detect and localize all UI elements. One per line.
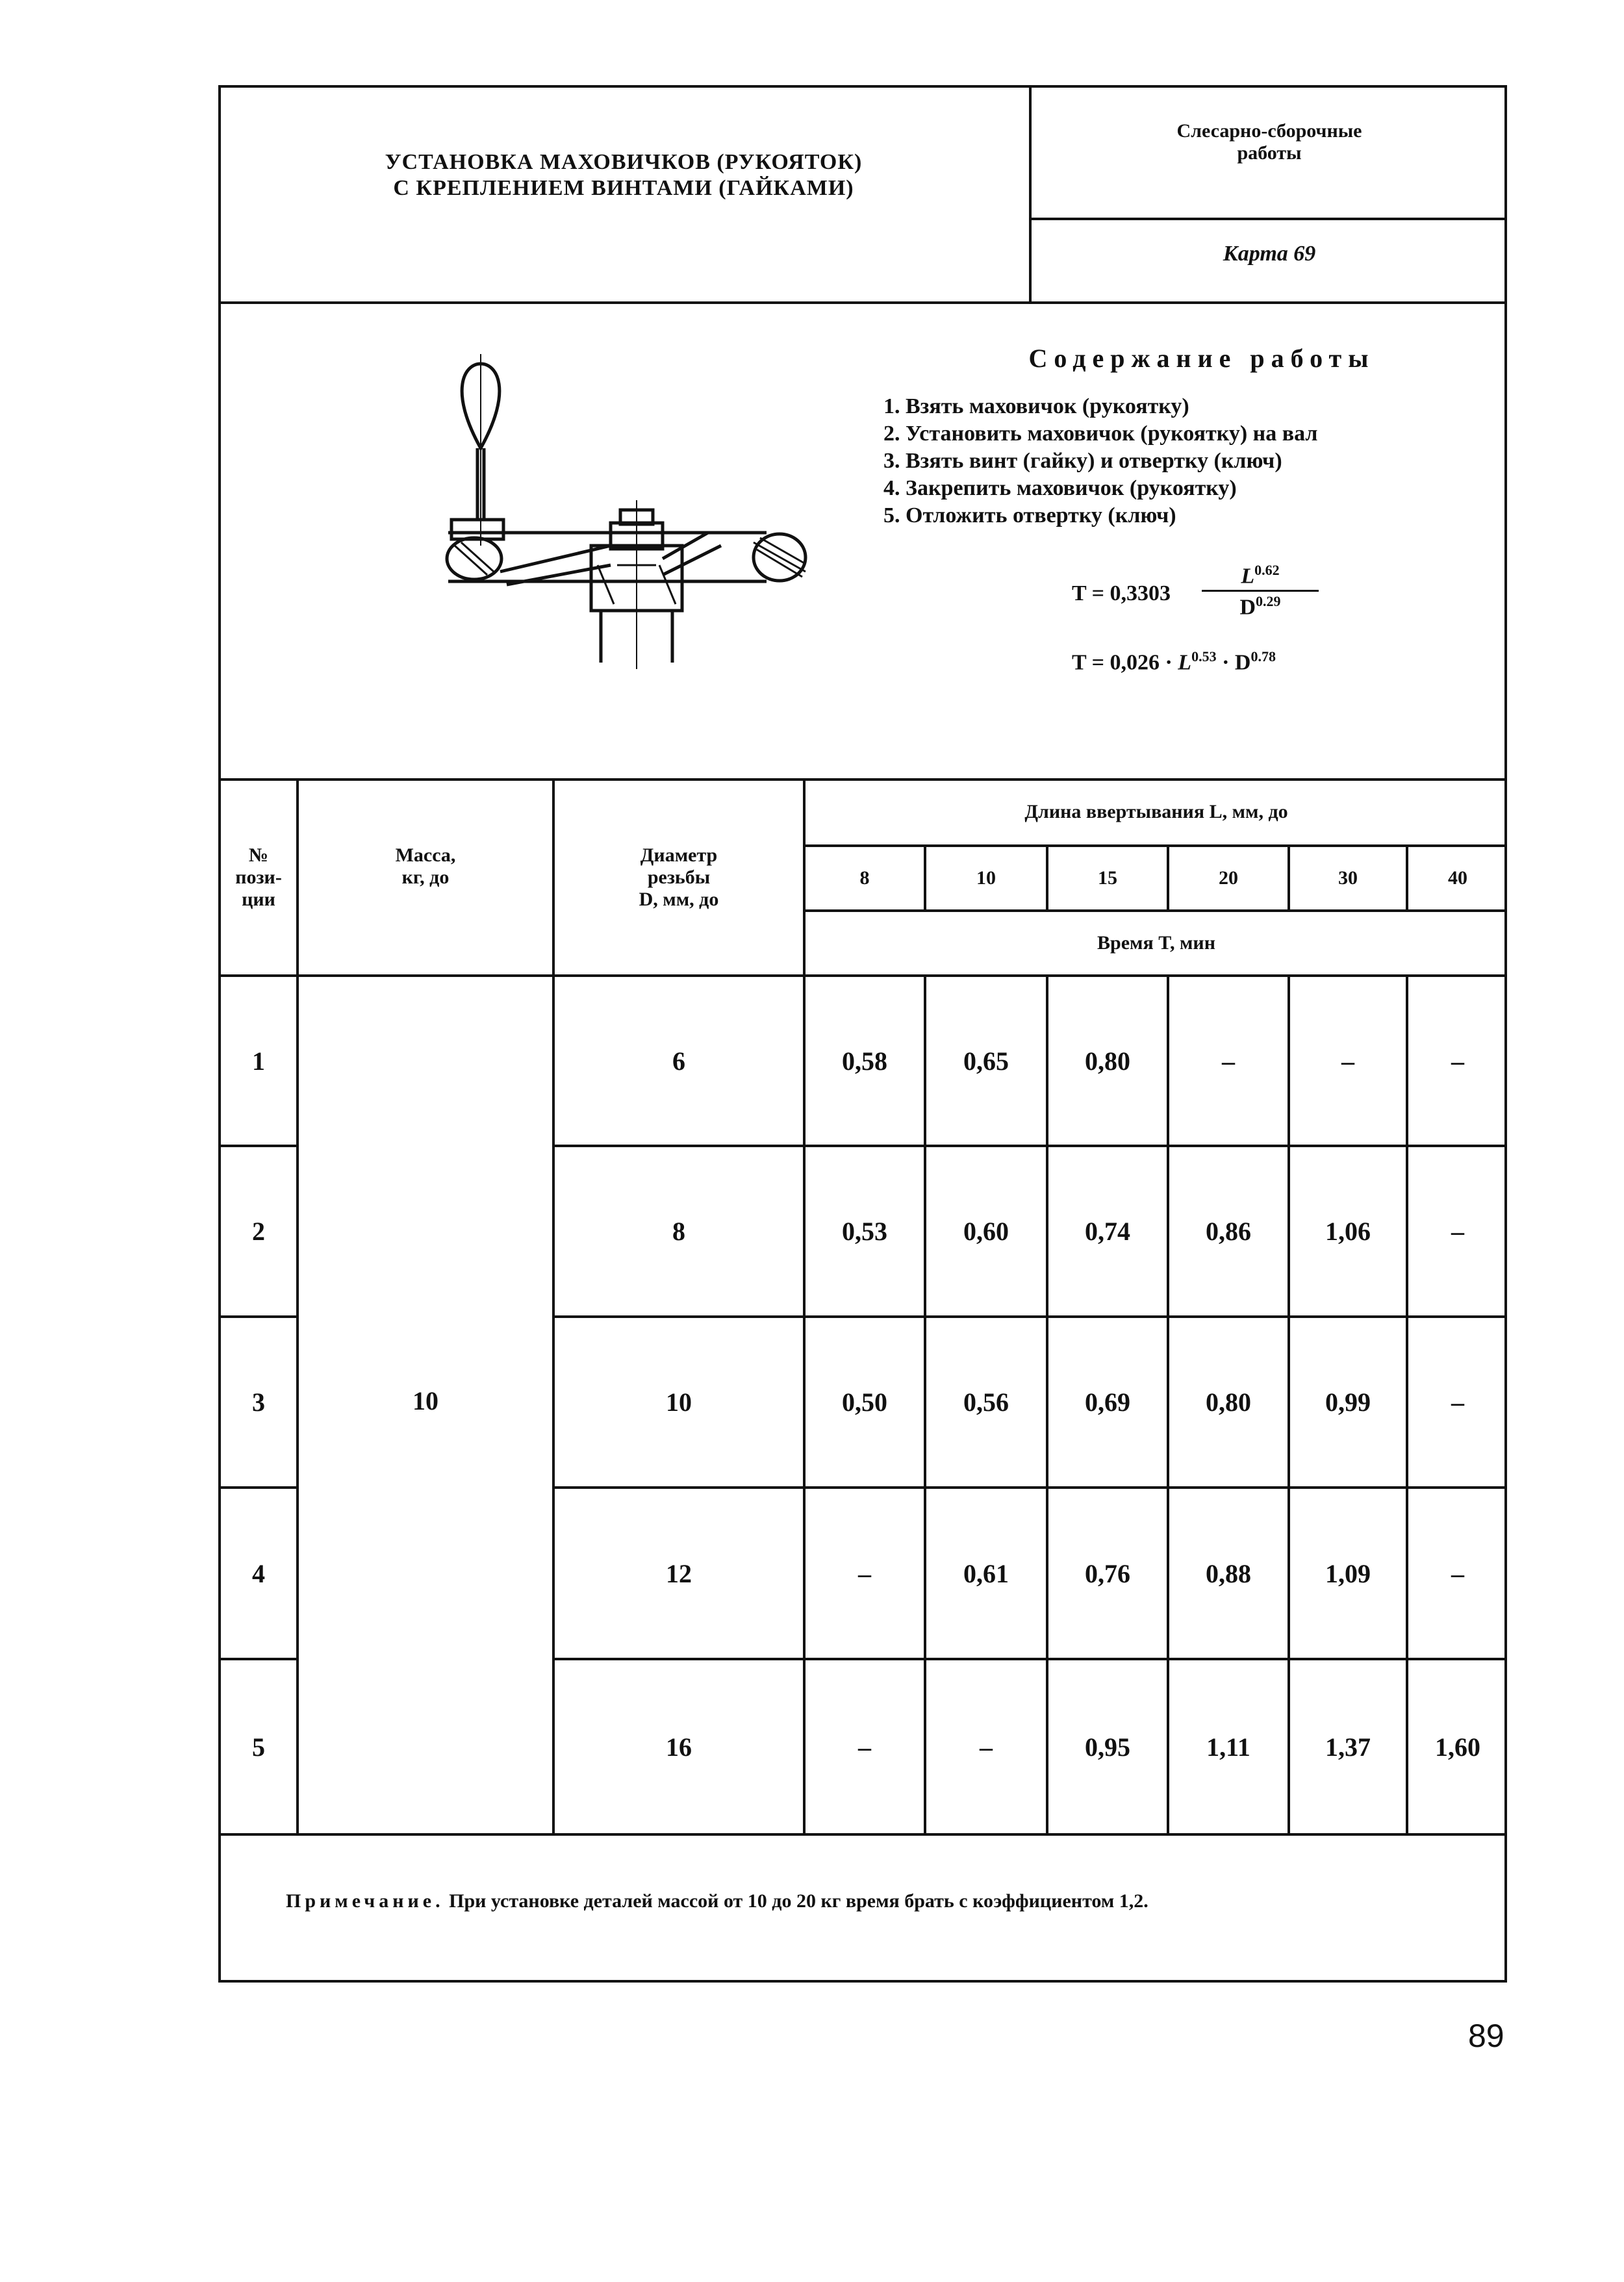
category-line-2: работы: [1237, 142, 1302, 164]
row-2-l30: 1,06: [1325, 1217, 1371, 1246]
row-4-l40: –: [1451, 1558, 1464, 1588]
row-1-position: 1: [252, 1046, 265, 1076]
work-step-5: 5. Отложить отвертку (ключ): [883, 503, 1176, 527]
row-1-l20: –: [1222, 1046, 1235, 1076]
row-1-diameter: 6: [672, 1046, 685, 1076]
row-3-position: 3: [252, 1388, 265, 1417]
row-2-l10: 0,60: [963, 1217, 1009, 1246]
header-bottom-line: [218, 301, 1507, 304]
row-4-l10: 0,61: [963, 1558, 1009, 1588]
length-8: 8: [859, 867, 870, 889]
row-1-l10: 0,65: [963, 1046, 1009, 1076]
header-divider: [1029, 85, 1032, 303]
formula-1-fraction-bar: [1202, 590, 1319, 592]
title-line-2: С КРЕПЛЕНИЕМ ВИНТАМИ (ГАЙКАМИ): [393, 176, 854, 200]
work-steps-list: [883, 393, 1468, 529]
formula-1-numerator: $L^{0.62}$: [1241, 562, 1280, 589]
header-thread-diameter: Диаметр резьбы D, мм, до: [639, 844, 719, 910]
card-number: Карта 69: [1223, 242, 1316, 266]
table-bottom-line: [218, 1833, 1507, 1836]
length-15: 15: [1098, 867, 1117, 889]
row-3-diameter: 10: [666, 1388, 692, 1417]
note-text: При установке деталей массой от 10 до 20 кг время брать с коэффициентом 1,2.: [444, 1890, 1148, 1912]
row-2-l8: 0,53: [842, 1217, 887, 1246]
work-content-heading: Содержание работы: [1028, 344, 1375, 373]
row-5-l8: –: [858, 1732, 871, 1762]
row-1-l15: 0,80: [1085, 1046, 1130, 1076]
row-4-diameter: 12: [666, 1558, 692, 1588]
row-1-l8: 0,58: [842, 1046, 887, 1076]
row-2-position: 2: [252, 1217, 265, 1246]
row-5-l40: 1,60: [1435, 1732, 1480, 1762]
row-5-position: 5: [252, 1732, 265, 1762]
row-3-l10: 0,56: [963, 1388, 1009, 1417]
note-label: Примечание.: [286, 1890, 444, 1912]
row-5-l15: 0,95: [1085, 1732, 1130, 1762]
row-5-l10: –: [980, 1732, 993, 1762]
row-3-l40: –: [1451, 1388, 1464, 1417]
page-number: 89: [1468, 2018, 1504, 2054]
row-2-l20: 0,86: [1206, 1217, 1251, 1246]
formula-1-fraction: [1202, 562, 1319, 620]
mass-value: 10: [412, 1386, 438, 1415]
row-4-l15: 0,76: [1085, 1558, 1130, 1588]
header-time: Время T, мин: [1097, 932, 1215, 954]
length-30: 30: [1338, 867, 1358, 889]
row-2-l40: –: [1451, 1217, 1464, 1246]
formula-1-lhs: T = 0,3303: [1072, 581, 1171, 605]
header-position: № пози- ции: [235, 844, 282, 910]
title-line-1: УСТАНОВКА МАХОВИЧКОВ (РУКОЯТОК): [385, 150, 863, 174]
formula-1-denominator: $D^{0.29}$: [1239, 593, 1281, 620]
row-3-l30: 0,99: [1325, 1388, 1371, 1417]
handwheel-drawing: [416, 351, 818, 669]
work-step-1: 1. Взять маховичок (рукоятку): [883, 394, 1189, 418]
work-step-4: 4. Закрепить маховичок (рукоятку): [883, 476, 1237, 500]
row-2-l15: 0,74: [1085, 1217, 1130, 1246]
length-10: 10: [976, 867, 996, 889]
work-step-3: 3. Взять винт (гайку) и отвертку (ключ): [883, 449, 1282, 473]
table-vline-pos: [296, 778, 299, 1834]
row-4-l30: 1,09: [1325, 1558, 1371, 1588]
note: [286, 1890, 1494, 1912]
row-3-l8: 0,50: [842, 1388, 887, 1417]
header-screw-length: Длина ввертывания L, мм, до: [1024, 801, 1288, 822]
work-category: [1033, 120, 1506, 164]
row-5-l30: 1,37: [1325, 1732, 1371, 1762]
row-3-l20: 0,80: [1206, 1388, 1251, 1417]
header-mass: Масса, кг, до: [395, 844, 456, 888]
row-1-l30: –: [1341, 1046, 1354, 1076]
row-3-l15: 0,69: [1085, 1388, 1130, 1417]
formula-1: [1072, 562, 1436, 633]
work-step-2: 2. Установить маховичок (рукоятку) на вал: [883, 422, 1318, 446]
length-40: 40: [1448, 867, 1467, 889]
row-2-diameter: 8: [672, 1217, 685, 1246]
length-20: 20: [1219, 867, 1238, 889]
row-5-diameter: 16: [666, 1732, 692, 1762]
row-5-l20: 1,11: [1206, 1732, 1250, 1762]
row-1-l40: –: [1451, 1046, 1464, 1076]
category-line-1: Слесарно-сборочные: [1176, 120, 1362, 142]
row-4-position: 4: [252, 1558, 265, 1588]
row-4-l8: –: [858, 1558, 871, 1588]
formula-2: $T = 0,026 \cdot L^{0.53} \cdot D^{0.78}$: [1072, 648, 1276, 675]
header-card-line: [1029, 218, 1507, 220]
row-4-l20: 0,88: [1206, 1558, 1251, 1588]
document-title: [221, 149, 1026, 201]
